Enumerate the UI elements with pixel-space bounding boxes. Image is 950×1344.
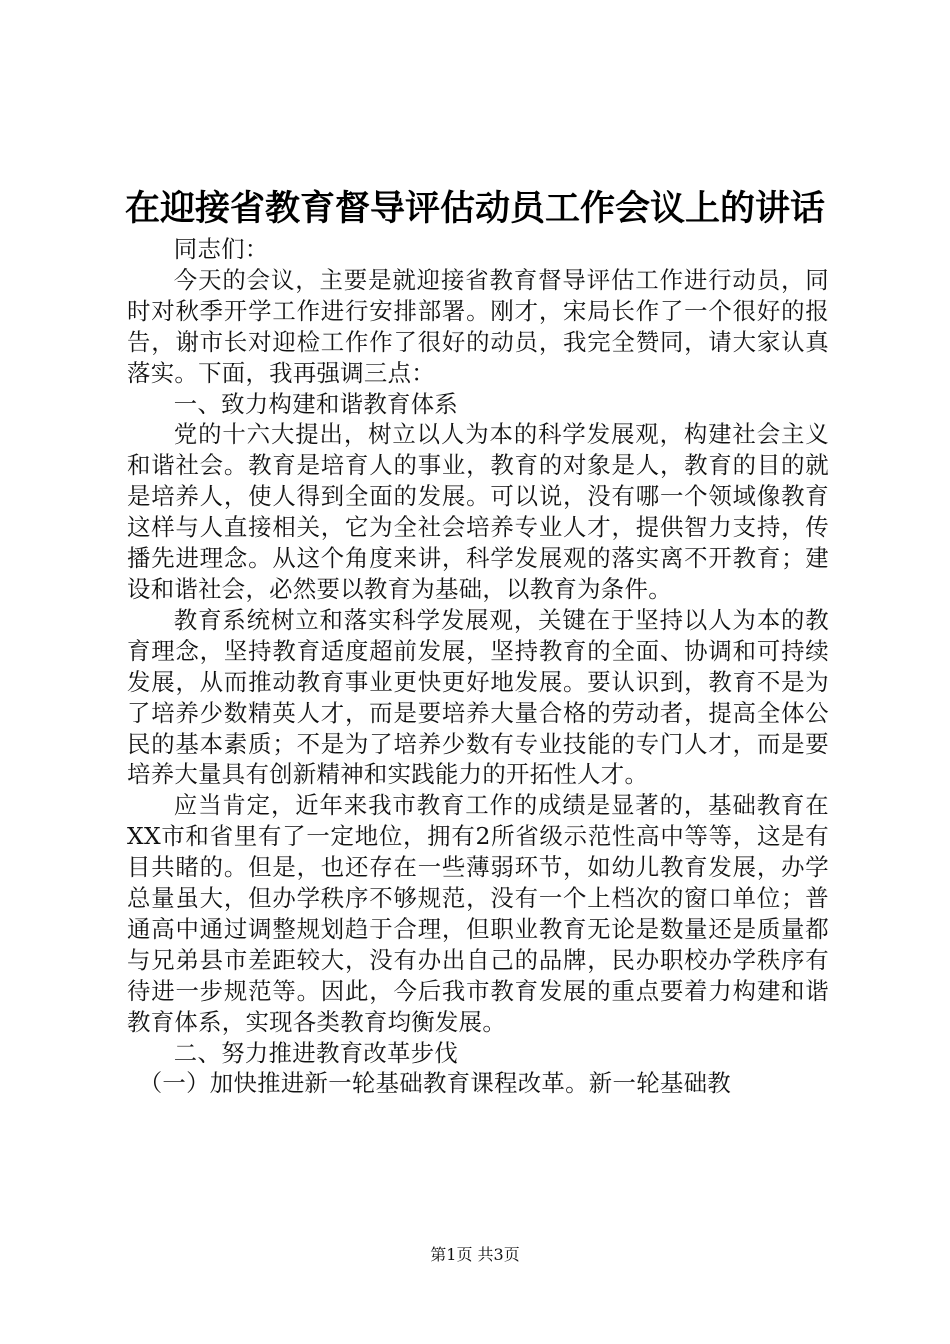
body-paragraph: 党的十六大提出，树立以人为本的科学发展观，构建社会主义和谐社会。教育是培育人的事业，教育的对象是人，教育的目的就是培养人，使人得到全面的发展。可以说，没有哪一个领域像教育这样与人直接相关，它为全社会培养专业人才，提供智力支持，传播先进理念。从这个角度来讲，科学发展观的落实离不开教育；建设和谐社会，必然要以教育为基础，以教育为条件。 <box>127 420 829 603</box>
document-title: 在迎接省教育督导评估动员工作会议上的讲话 <box>124 189 825 229</box>
intro-paragraph: 今天的会议，主要是就迎接省教育督导评估工作进行动员，同时对秋季开学工作进行安排部署。刚才，宋局长作了一个很好的报告，谢市长对迎检工作作了很好的动员，我完全赞同，请大家认真落实。下面，我再强调三点： <box>127 265 829 387</box>
body-paragraph: 教育系统树立和落实科学发展观，关键在于坚持以人为本的教育理念，坚持教育适度超前发展，坚持教育的全面、协调和可持续发展，从而推动教育事业更快更好地发展。要认识到，教育不是为了培养少数精英人才，而是要培养大量合格的劳动者，提高全体公民的基本素质；不是为了培养少数有专业技能的专门人才，而是要培养大量具有创新精神和实践能力的开拓性人才。 <box>127 605 829 789</box>
section-heading-1: 一、致力构建和谐教育体系 <box>173 389 459 418</box>
document-body <box>127 234 829 1099</box>
section-heading-2: 二、努力推进教育改革步伐 <box>173 1038 459 1067</box>
subsection-paragraph: （一）加快推进新一轮基础教育课程改革。新一轮基础教 <box>138 1069 731 1098</box>
page-number-footer: 第1页 共3页 <box>430 1245 520 1264</box>
body-paragraph: 应当肯定，近年来我市教育工作的成绩是显著的，基础教育在XX市和省里有了一定地位，拥有2所省级示范性高中等等，这是有目共睹的。但是，也还存在一些薄弱环节，如幼儿教育发展，办学总量虽大，但办学秩序不够规范，没有一个上档次的窗口单位；普通高中通过调整规划趋于合理，但职业教育无论是数量还是质量都与兄弟县市差距较大，没有办出自己的品牌，民办职校办学秩序有待进一步规范等。因此，今后我市教育发展的重点要着力构建和谐教育体系，实现各类教育均衡发展。 <box>127 791 829 1036</box>
salutation-paragraph: 同志们： <box>173 235 269 263</box>
